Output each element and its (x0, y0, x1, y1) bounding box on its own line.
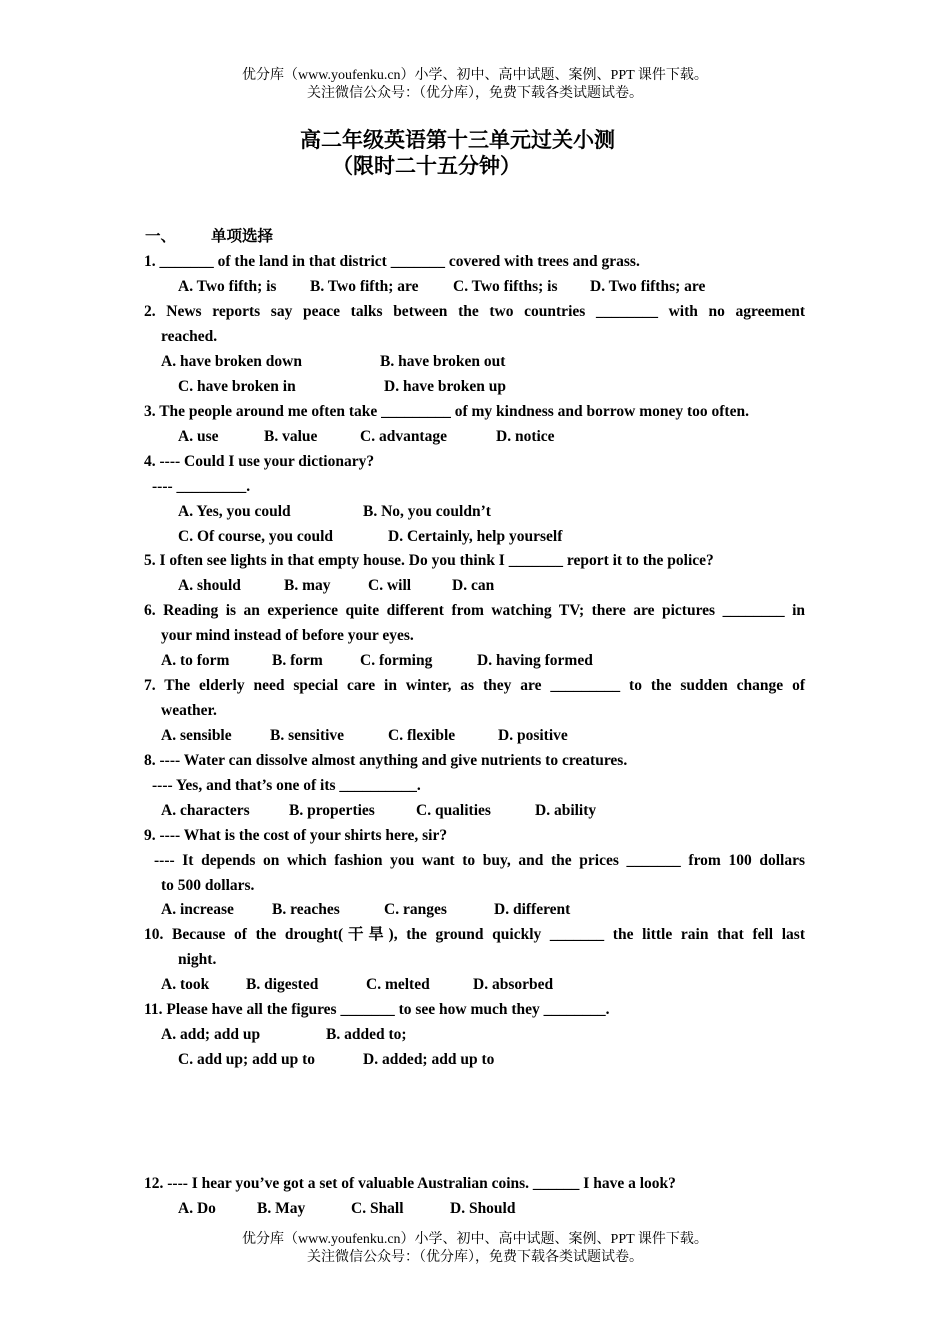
question-1-option-d: D. Two fifths; are (590, 278, 706, 295)
question-4-option-b: B. No, you couldn’t (363, 503, 491, 520)
header-line-1: 优分库（www.youfenku.cn）小学、初中、高中试题、案例、PPT 课件下载。 (242, 68, 708, 83)
question-5-stem: 5. I often see lights in that empty house. Do you think I _______ report it to the police? (144, 552, 714, 569)
question-2-stem: 2. News reports say peace talks between the two countries ________ with no agreement (144, 303, 805, 320)
question-7-option-c: C. flexible (388, 727, 456, 744)
question-5-option-b: B. may (284, 577, 331, 594)
question-4-stem: 4. ---- Could I use your dictionary? (144, 453, 375, 470)
question-9-stem-cont: ---- It depends on which fashion you want to buy, and the prices _______ from 100 dollars (154, 852, 805, 869)
question-11-option-b: B. added to; (326, 1026, 407, 1043)
question-2-option-c: C. have broken in (178, 378, 296, 395)
question-3-option-c: C. advantage (360, 428, 447, 445)
question-8-option-a: A. characters (161, 802, 250, 819)
question-3-stem: 3. The people around me often take _________ of my kindness and borrow money too often. (144, 403, 749, 420)
question-11-option-a: A. add; add up (161, 1026, 261, 1043)
question-9-option-c: C. ranges (384, 901, 447, 918)
question-6-option-b: B. form (272, 652, 323, 669)
question-8-option-b: B. properties (289, 802, 375, 819)
question-12-option-b: B. May (257, 1200, 306, 1217)
section-number: 一、 (145, 228, 177, 245)
question-3-option-d: D. notice (496, 428, 555, 445)
question-10-option-a: A. took (161, 976, 210, 993)
question-11-stem: 11. Please have all the figures _______ to see how much they ________. (144, 1001, 610, 1018)
question-2-option-b: B. have broken out (380, 353, 506, 370)
question-12-stem: 12. ---- I hear you’ve got a set of valuable Australian coins. ______ I have a look? (144, 1175, 676, 1192)
question-8-option-c: C. qualities (416, 802, 491, 819)
question-1-option-a: A. Two fifth; is (178, 278, 277, 295)
question-1-stem: 1. _______ of the land in that district _______ covered with trees and grass. (144, 253, 640, 270)
question-7-option-d: D. positive (498, 727, 568, 744)
section-label: 单项选择 (211, 228, 274, 245)
question-9-option-b: B. reaches (272, 901, 340, 918)
question-8-stem: 8. ---- Water can dissolve almost anything and give nutrients to creatures. (144, 752, 628, 769)
question-2-option-d: D. have broken up (384, 378, 507, 395)
question-4-option-d: D. Certainly, help yourself (388, 528, 563, 545)
question-9-stem-cont-2: to 500 dollars. (161, 877, 255, 894)
question-6-option-a: A. to form (161, 652, 230, 669)
question-12-option-c: C. Shall (351, 1200, 404, 1217)
question-12-option-a: A. Do (178, 1200, 216, 1217)
question-6-stem: 6. Reading is an experience quite different from watching TV; there are pictures ________ in (144, 602, 805, 619)
question-9-option-a: A. increase (161, 901, 234, 918)
question-3-option-a: A. use (178, 428, 219, 445)
question-7-option-a: A. sensible (161, 727, 232, 744)
question-4-option-a: A. Yes, you could (178, 503, 291, 520)
question-6-option-d: D. having formed (477, 652, 593, 669)
question-10-stem: 10. Because of the drought(干旱), the ground quickly _______ the little rain that fell last (144, 926, 805, 943)
question-2-stem-cont: reached. (161, 328, 218, 345)
question-7-option-b: B. sensitive (270, 727, 345, 744)
question-8-stem-cont: ---- Yes, and that’s one of its __________. (152, 777, 421, 794)
question-2-option-a: A. have broken down (161, 353, 302, 370)
question-6-option-c: C. forming (360, 652, 433, 669)
question-5-option-a: A. should (178, 577, 241, 594)
question-10-option-c: C. melted (366, 976, 430, 993)
header-line-2: 关注微信公众号：（优分库），免费下载各类试题试卷。 (307, 86, 643, 101)
footer-line-1: 优分库（www.youfenku.cn）小学、初中、高中试题、案例、PPT 课件下载。 (242, 1232, 708, 1247)
question-6-stem-cont: your mind instead of before your eyes. (161, 627, 414, 644)
question-10-stem-cont: night. (178, 951, 217, 968)
question-5-option-d: D. can (452, 577, 495, 594)
question-11-option-d: D. added; add up to (363, 1051, 495, 1068)
question-10-option-d: D. absorbed (473, 976, 554, 993)
question-11-option-c: C. add up; add up to (178, 1051, 315, 1068)
question-9-stem: 9. ---- What is the cost of your shirts here, sir? (144, 827, 448, 844)
question-1-option-c: C. Two fifths; is (453, 278, 558, 295)
question-10-option-b: B. digested (246, 976, 319, 993)
question-4-option-c: C. Of course, you could (178, 528, 333, 545)
page-subtitle: （限时二十五分钟） (332, 154, 521, 178)
question-7-stem-cont: weather. (161, 702, 217, 719)
question-12-option-d: D. Should (450, 1200, 516, 1217)
question-5-option-c: C. will (368, 577, 412, 594)
question-4-stem-cont: ---- _________. (152, 478, 251, 495)
page-title: 高二年级英语第十三单元过关小测 (300, 128, 615, 152)
footer-line-2: 关注微信公众号：（优分库），免费下载各类试题试卷。 (307, 1250, 643, 1265)
question-3-option-b: B. value (264, 428, 318, 445)
question-9-option-d: D. different (494, 901, 571, 918)
question-1-option-b: B. Two fifth; are (310, 278, 419, 295)
question-8-option-d: D. ability (535, 802, 597, 819)
question-7-stem: 7. The elderly need special care in winter, as they are _________ to the sudden change of (144, 677, 805, 694)
